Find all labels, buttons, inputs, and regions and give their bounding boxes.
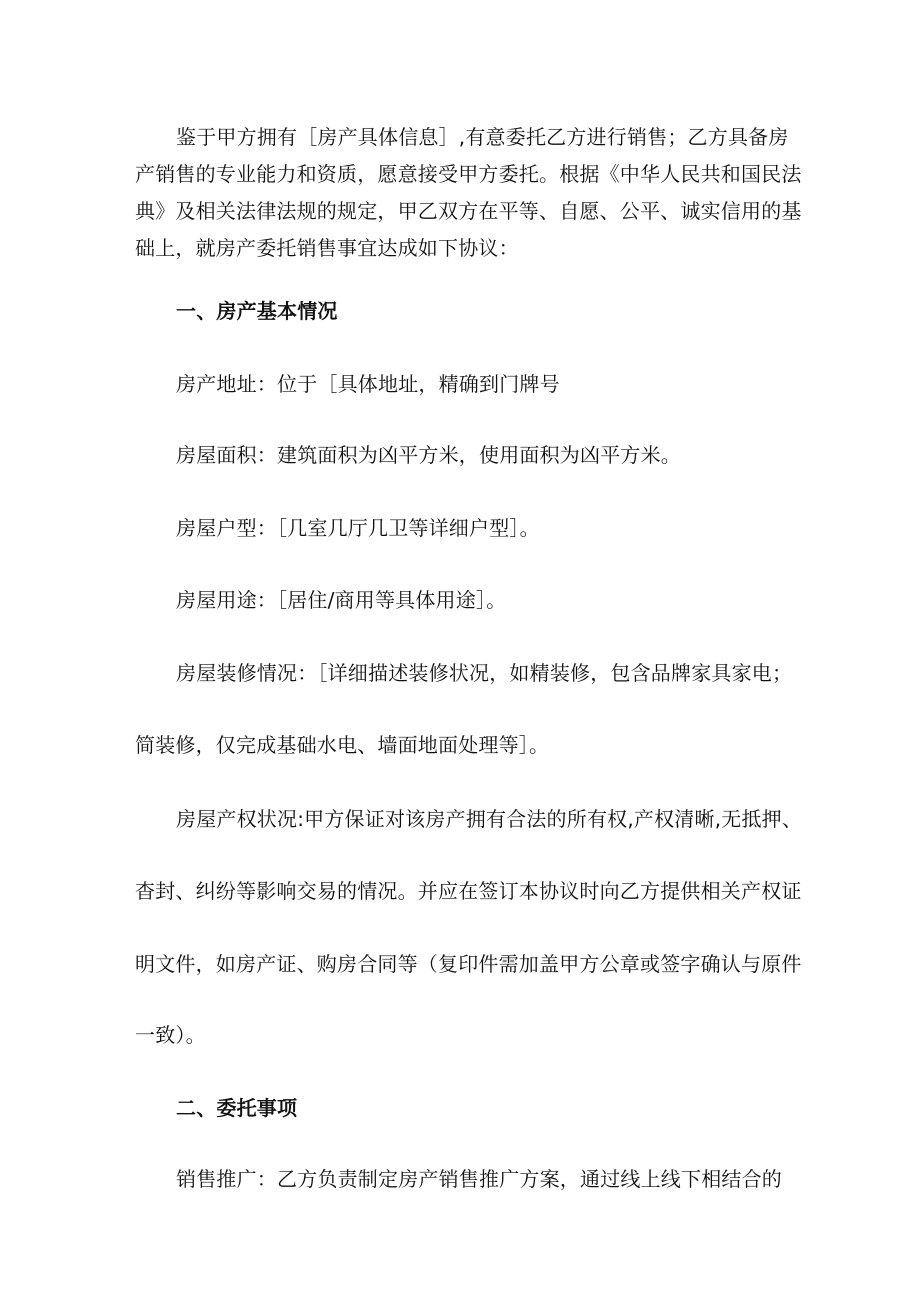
sales-promotion: 销售推广：乙方负责制定房产销售推广方案，通过线上线下相结合的: [176, 1167, 782, 1191]
property-rights-line-2: 杳封、纠纷等影响交易的情况。并应在签订本协议时向乙方提供相关产权证: [135, 879, 802, 903]
preamble-line-1: 鉴于甲方拥有［房产具体信息］,有意委托乙方进行销售；乙方具备房: [176, 125, 789, 149]
preamble-line-4: 础上，就房产委托销售事宜达成如下协议：: [135, 236, 519, 260]
property-rights-line-1: 房屋产权状况:甲方保证对该房产拥有合法的所有权,产权清晰,无抵押、: [176, 807, 803, 831]
decoration-line-1: 房屋装修情况：［详细描述装修状况，如精装修，包含品牌家具家电；: [176, 661, 793, 685]
decoration-line-2: 简装修，仅完成基础水电、墙面地面处理等］。: [135, 733, 550, 757]
section-heading-1: 一、房产基本情况: [176, 299, 338, 323]
property-area: 房屋面积：建筑面积为凶平方米，使用面积为凶平方米。: [176, 443, 681, 467]
property-rights-line-4: 一致）。: [135, 1023, 206, 1047]
section-heading-2: 二、委托事项: [176, 1096, 298, 1120]
property-address: 房产地址：位于［具体地址，精确到门牌号: [176, 372, 560, 396]
property-rights-line-3: 明文件，如房产证、购房合同等（复印件需加盖甲方公章或签字确认与原件: [135, 952, 802, 976]
property-usage: 房屋用途：［居住/商用等具体用途］。: [176, 588, 507, 612]
preamble-line-2: 产销售的专业能力和资质，愿意接受甲方委托。根据《中华人民共和国民法: [135, 162, 802, 186]
property-layout: 房屋户型：［几室几厅几卫等详细户型］。: [176, 516, 540, 540]
preamble-line-3: 典》及相关法律法规的规定，甲乙双方在平等、自愿、公平、诚实信用的基: [135, 199, 802, 223]
